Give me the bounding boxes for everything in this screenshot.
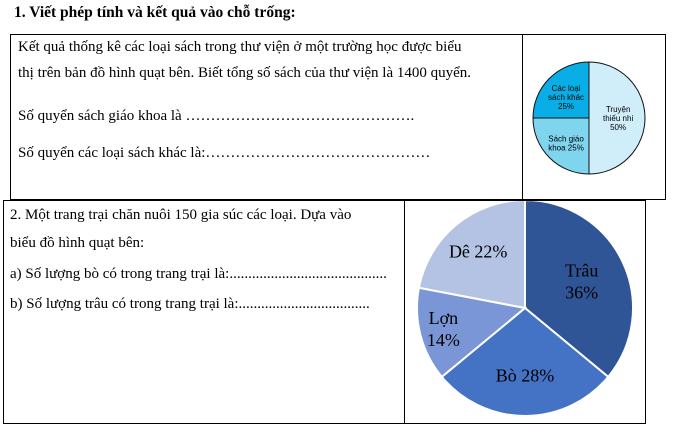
pie1-label-truyen-thieu-nhi: Truyện thiếu nhi 50% (602, 104, 634, 132)
livestock-pie-chart (405, 201, 645, 423)
exercise-heading: 1. Viết phép tính và kết quả vào chỗ trống: (14, 4, 296, 21)
library-pie-chart (523, 35, 665, 199)
problem2-question-a: a) Số lượng bò có trong trang trại là:.......................................... (10, 266, 387, 282)
pie2-label-trau: Trâu 36% (564, 260, 599, 303)
problem1-question-a: Số quyển sách giáo khoa là ………………………………………. (18, 108, 415, 124)
problem1-line1: Kết quả thống kê các loại sách trong thư viện ở một trường học được biểu (18, 39, 462, 55)
problem1-box (10, 34, 666, 200)
pie2-label-lon: Lợn 14% (426, 308, 460, 351)
problem1-question-b: Số quyển các loại sách khác là:……………………………………… (18, 145, 431, 161)
problem2-question-b: b) Số lượng trâu có trong trang trại là:................................... (10, 296, 370, 312)
pie2-label-de: Dê 22% (448, 241, 508, 262)
problem2-box (3, 200, 646, 424)
pie1-label-sach-giao-khoa: Sách giáo khoa 25% (548, 134, 584, 153)
pie2-label-bo: Bò 28% (495, 365, 555, 386)
problem1-line2: thị trên bản đồ hình quạt bên. Biết tổng số sách của thư viện là 1400 quyển. (18, 65, 472, 81)
pie1-label-cac-loai-sach-khac: Các loại sách khác 25% (548, 83, 585, 111)
problem2-line1: 2. Một trang trại chăn nuôi 150 gia súc các loại. Dựa vào (10, 207, 352, 223)
problem2-line2: biểu đồ hình quạt bên: (10, 235, 145, 251)
